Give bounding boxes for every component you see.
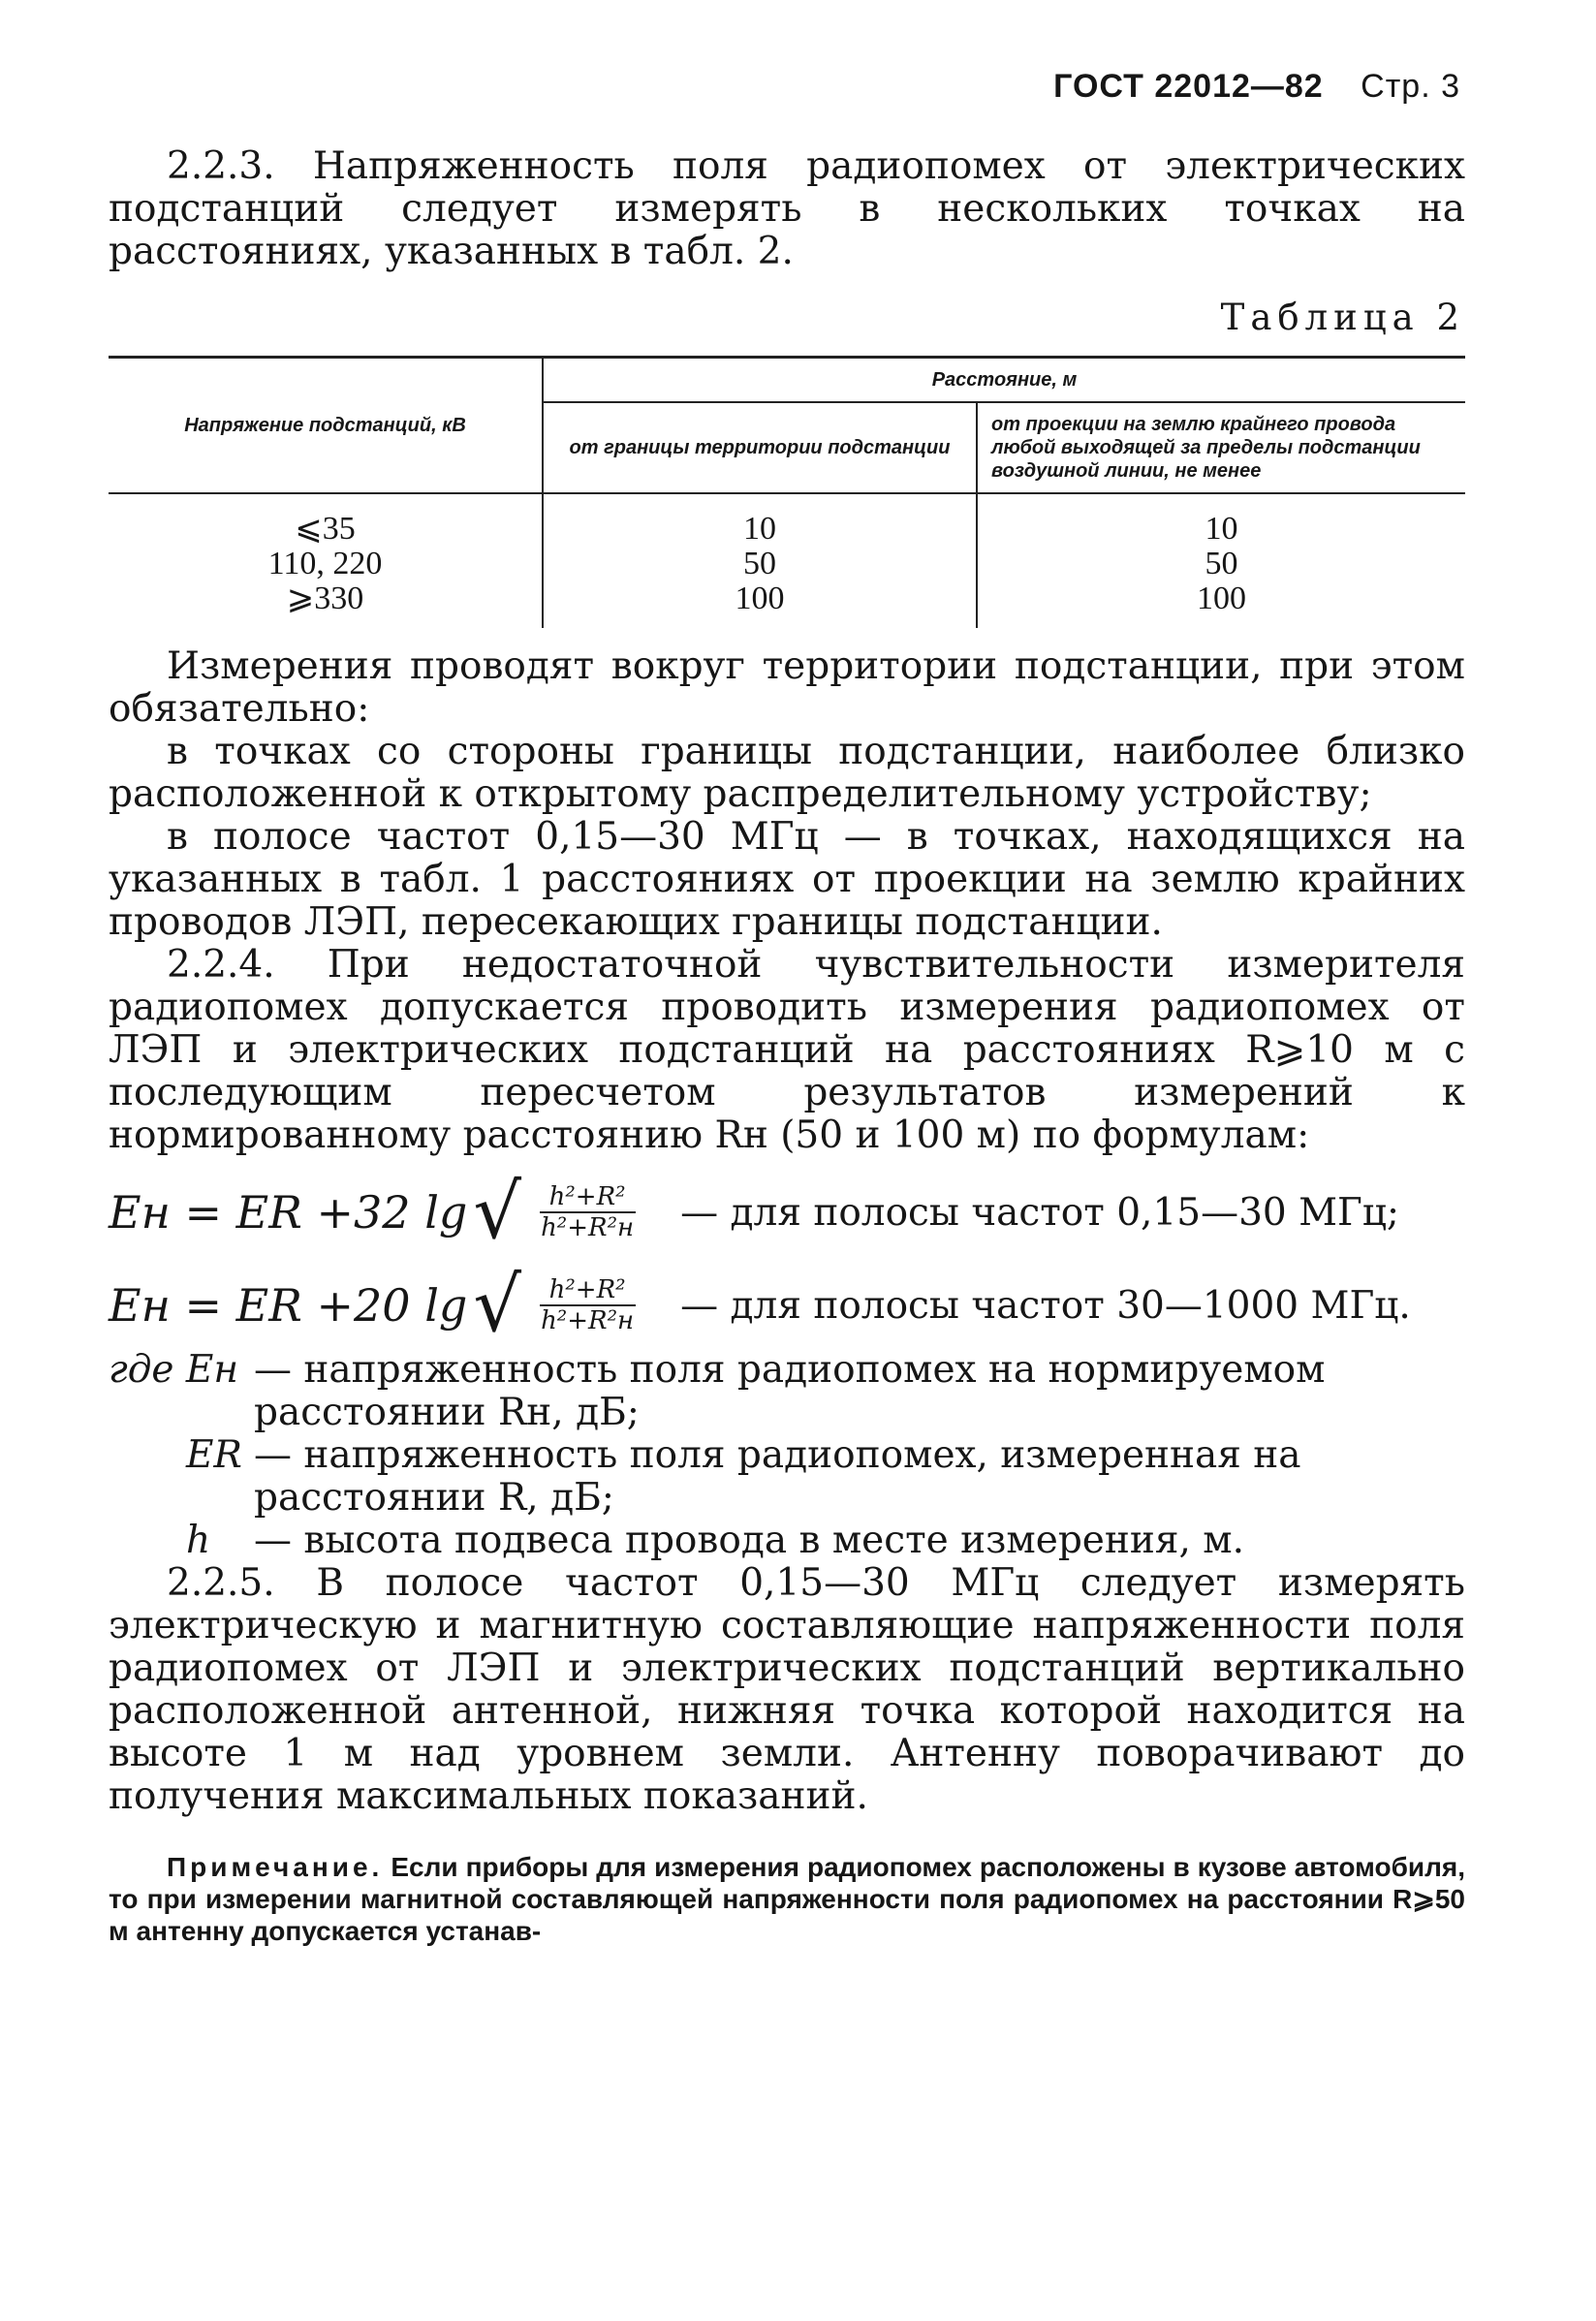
symbol-definitions <box>109 1349 1465 1562</box>
page-header <box>1053 68 1460 106</box>
formula-description: — для полосы частот 30—1000 МГц. <box>680 1283 1411 1328</box>
table-cell: ⩾330 <box>286 580 364 616</box>
table-cell: 10 <box>743 511 776 547</box>
note <box>109 1851 1465 1947</box>
formula-lhs: Eн = ER +32 lg <box>109 1186 468 1239</box>
document-body <box>109 145 1465 1947</box>
table-cell: 100 <box>735 580 785 616</box>
formula-1 <box>109 1169 1465 1256</box>
table-cell: 50 <box>743 546 776 581</box>
header-projection: от проекции на землю крайнего провода любой выходящей за пределы подстанции воздушной линии, не менее <box>977 402 1465 493</box>
header-distance: Расстояние, м <box>543 358 1465 403</box>
note-label: Примечание. <box>167 1852 384 1882</box>
border-column <box>543 493 977 628</box>
standard-code: ГОСТ 22012—82 <box>1053 68 1324 105</box>
paragraph-2-2-3: 2.2.3. Напряженность поля радиопомех от электрических подстанций следует измерять в нескольких точках на расстояниях, указанных в табл. 2. <box>109 144 1465 273</box>
symbol: ER <box>186 1433 242 1477</box>
formula-2 <box>109 1262 1465 1349</box>
formula-description: — для полосы частот 0,15—30 МГц; <box>680 1190 1400 1235</box>
table-cell: 10 <box>1205 511 1238 547</box>
sqrt-icon: √ <box>473 1262 522 1349</box>
paragraph-measure: Измерения проводят вокруг территории подстанции, при этом обязательно: <box>109 644 1465 731</box>
formula-fraction <box>531 1275 643 1335</box>
table-cell: ⩽35 <box>295 511 356 547</box>
table-cell: 50 <box>1205 546 1238 581</box>
formula-fraction <box>531 1182 643 1242</box>
table-caption: Таблица 2 <box>1220 297 1465 338</box>
voltage-column <box>109 493 543 628</box>
paragraph-2-2-5: 2.2.5. В полосе частот 0,15—30 МГц следует измерять электрическую и магнитную составляющие напряженности поля радиопомех от ЛЭП и электрических подстанций вертикально расположенной антенной, нижняя точка которой находится на высоте 1 м над уровнем земли. Антенну поворачивают до получения максимальных показаний. <box>109 1561 1465 1818</box>
table-cell: 100 <box>1197 580 1246 616</box>
symbol-description: — высота подвеса провода в месте измерения, м. <box>254 1519 1244 1562</box>
paragraph-2-2-4: 2.2.4. При недостаточной чувствительности измерителя радиопомех допускается проводить измерения радиопомех от ЛЭП и электрических подстанций на расстояниях R⩾10 м с последующим пересчетом результатов измерений к нормированному расстоянию Rн (50 и 100 м) по формулам: <box>109 943 1465 1157</box>
fraction-numerator: h²+R² <box>540 1275 636 1306</box>
symbol-description: — напряженность поля радиопомех, измеренная на расстоянии R, дБ; <box>254 1433 1301 1520</box>
paragraph-points-2: в полосе частот 0,15—30 МГц — в точках, находящихся на указанных в табл. 1 расстояниях от проекции на землю крайних проводов ЛЭП, пересекающих границы подстанции. <box>109 815 1465 944</box>
formula-lhs: Eн = ER +20 lg <box>109 1279 468 1332</box>
distance-table <box>109 356 1465 628</box>
symbol: где Eн <box>109 1348 239 1392</box>
projection-column <box>977 493 1465 628</box>
sqrt-icon: √ <box>473 1169 522 1256</box>
page-number: Стр. 3 <box>1361 68 1460 105</box>
header-border: от границы территории подстанции <box>543 402 977 493</box>
note-text: Если приборы для измерения радиопомех расположены в кузове автомобиля, то при измерении магнитной составляющей напряженности поля радиопомех на расстоянии R⩾50 м антенну допускается устанав- <box>109 1852 1465 1946</box>
fraction-numerator: h²+R² <box>540 1182 636 1213</box>
symbol: h <box>186 1519 211 1562</box>
table-cell: 110, 220 <box>267 546 383 581</box>
paragraph-points-1: в точках со стороны границы подстанции, наиболее близко расположенной к открытому распределительному устройству; <box>109 730 1465 816</box>
fraction-denominator: h²+R²н <box>541 1306 635 1335</box>
fraction-denominator: h²+R²н <box>541 1213 635 1242</box>
symbol-description: — напряженность поля радиопомех на нормируемом расстоянии Rн, дБ; <box>254 1348 1326 1434</box>
header-voltage: Напряжение подстанций, кВ <box>109 358 543 494</box>
